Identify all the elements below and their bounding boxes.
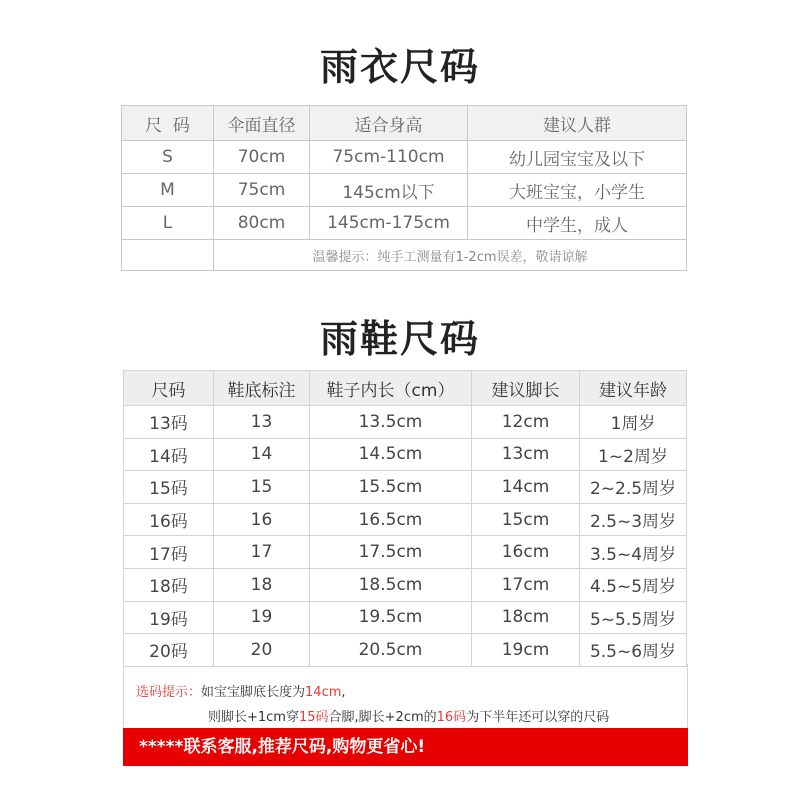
raincoat-size-table [121,105,687,271]
table-cell: 14.5cm [310,438,472,471]
table-cell: 3.5~4周岁 [580,536,687,569]
table-cell: 18码 [124,568,214,601]
measurement-note: 温馨提示：纯手工测量有1-2cm误差，敬请谅解 [214,240,687,271]
table-cell: 1周岁 [580,406,687,439]
table-row [122,207,687,240]
column-header: 尺 码 [122,106,214,141]
table-note-row [122,240,687,271]
table-cell: 19cm [472,634,580,667]
tip-highlight: 15码 [298,710,329,725]
table-cell: 19码 [124,601,214,634]
table-row [124,634,687,667]
table-cell: 20.5cm [310,634,472,667]
table-cell: 17码 [124,536,214,569]
table-cell: 中学生，成人 [468,207,687,240]
table-row [124,503,687,536]
size-cell: L [122,207,214,240]
tip-text: 则脚长+1cm穿 [208,710,299,725]
tip-label: 选码提示： [136,685,202,700]
table-cell: 19 [214,601,310,634]
column-header: 伞面直径 [214,106,310,141]
table-cell: 14码 [124,438,214,471]
table-cell: 145cm-175cm [310,207,468,240]
table-cell: 5~5.5周岁 [580,601,687,634]
boots-size-title: 雨鞋尺码 [319,317,480,361]
table-row [124,601,687,634]
table-cell: 15.5cm [310,471,472,504]
table-cell: 17cm [472,568,580,601]
table-row [124,471,687,504]
raincoat-size-title: 雨衣尺码 [319,45,480,89]
table-row [124,536,687,569]
table-cell: 19.5cm [310,601,472,634]
tip-text: 合脚,脚长+2cm的 [328,710,437,725]
tip-highlight: 14cm [305,685,342,700]
table-cell: 15码 [124,471,214,504]
table-cell: 大班宝宝，小学生 [468,174,687,207]
table-row [122,174,687,207]
table-row [124,438,687,471]
table-cell: 20 [214,634,310,667]
column-header: 鞋底标注 [214,371,310,406]
table-cell: 14cm [472,471,580,504]
table-cell: 80cm [214,207,310,240]
column-header: 建议年龄 [580,371,687,406]
table-cell: 15cm [472,503,580,536]
table-cell: 4.5~5周岁 [580,568,687,601]
table-header-row [124,371,687,406]
table-cell: 16码 [124,503,214,536]
table-cell: 5.5~6周岁 [580,634,687,667]
table-header-row [122,106,687,141]
size-selection-tips [123,664,688,728]
column-header: 建议人群 [468,106,687,141]
tip-line-1 [136,681,346,700]
tip-text: 为下半年还可以穿的尺码 [466,710,610,725]
table-cell: 75cm [214,174,310,207]
column-header: 建议脚长 [472,371,580,406]
size-cell: S [122,141,214,174]
table-cell: 13.5cm [310,406,472,439]
column-header: 适合身高 [310,106,468,141]
table-cell: 20码 [124,634,214,667]
table-cell: 13码 [124,406,214,439]
tip-text: 如宝宝脚底长度为 [201,685,306,700]
table-cell: 13cm [472,438,580,471]
table-cell: 18cm [472,601,580,634]
table-cell: 16 [214,503,310,536]
tip-text: , [341,685,346,700]
empty-cell [122,240,214,271]
table-row [124,406,687,439]
table-cell: 70cm [214,141,310,174]
table-cell: 18 [214,568,310,601]
tip-line-2 [208,706,609,725]
table-cell: 16cm [472,536,580,569]
table-row [124,568,687,601]
column-header: 尺码 [124,371,214,406]
table-cell: 145cm以下 [310,174,468,207]
table-cell: 16.5cm [310,503,472,536]
table-cell: 13 [214,406,310,439]
table-cell: 2~2.5周岁 [580,471,687,504]
table-cell: 75cm-110cm [310,141,468,174]
column-header: 鞋子内长（cm） [310,371,472,406]
table-cell: 18.5cm [310,568,472,601]
size-cell: M [122,174,214,207]
contact-service-banner: *****联系客服,推荐尺码,购物更省心! [123,728,688,766]
table-row [122,141,687,174]
tip-highlight: 16码 [436,710,467,725]
table-cell: 17.5cm [310,536,472,569]
table-cell: 14 [214,438,310,471]
table-cell: 12cm [472,406,580,439]
table-cell: 17 [214,536,310,569]
table-cell: 幼儿园宝宝及以下 [468,141,687,174]
boots-size-table [123,370,687,667]
table-cell: 15 [214,471,310,504]
table-cell: 1~2周岁 [580,438,687,471]
table-cell: 2.5~3周岁 [580,503,687,536]
